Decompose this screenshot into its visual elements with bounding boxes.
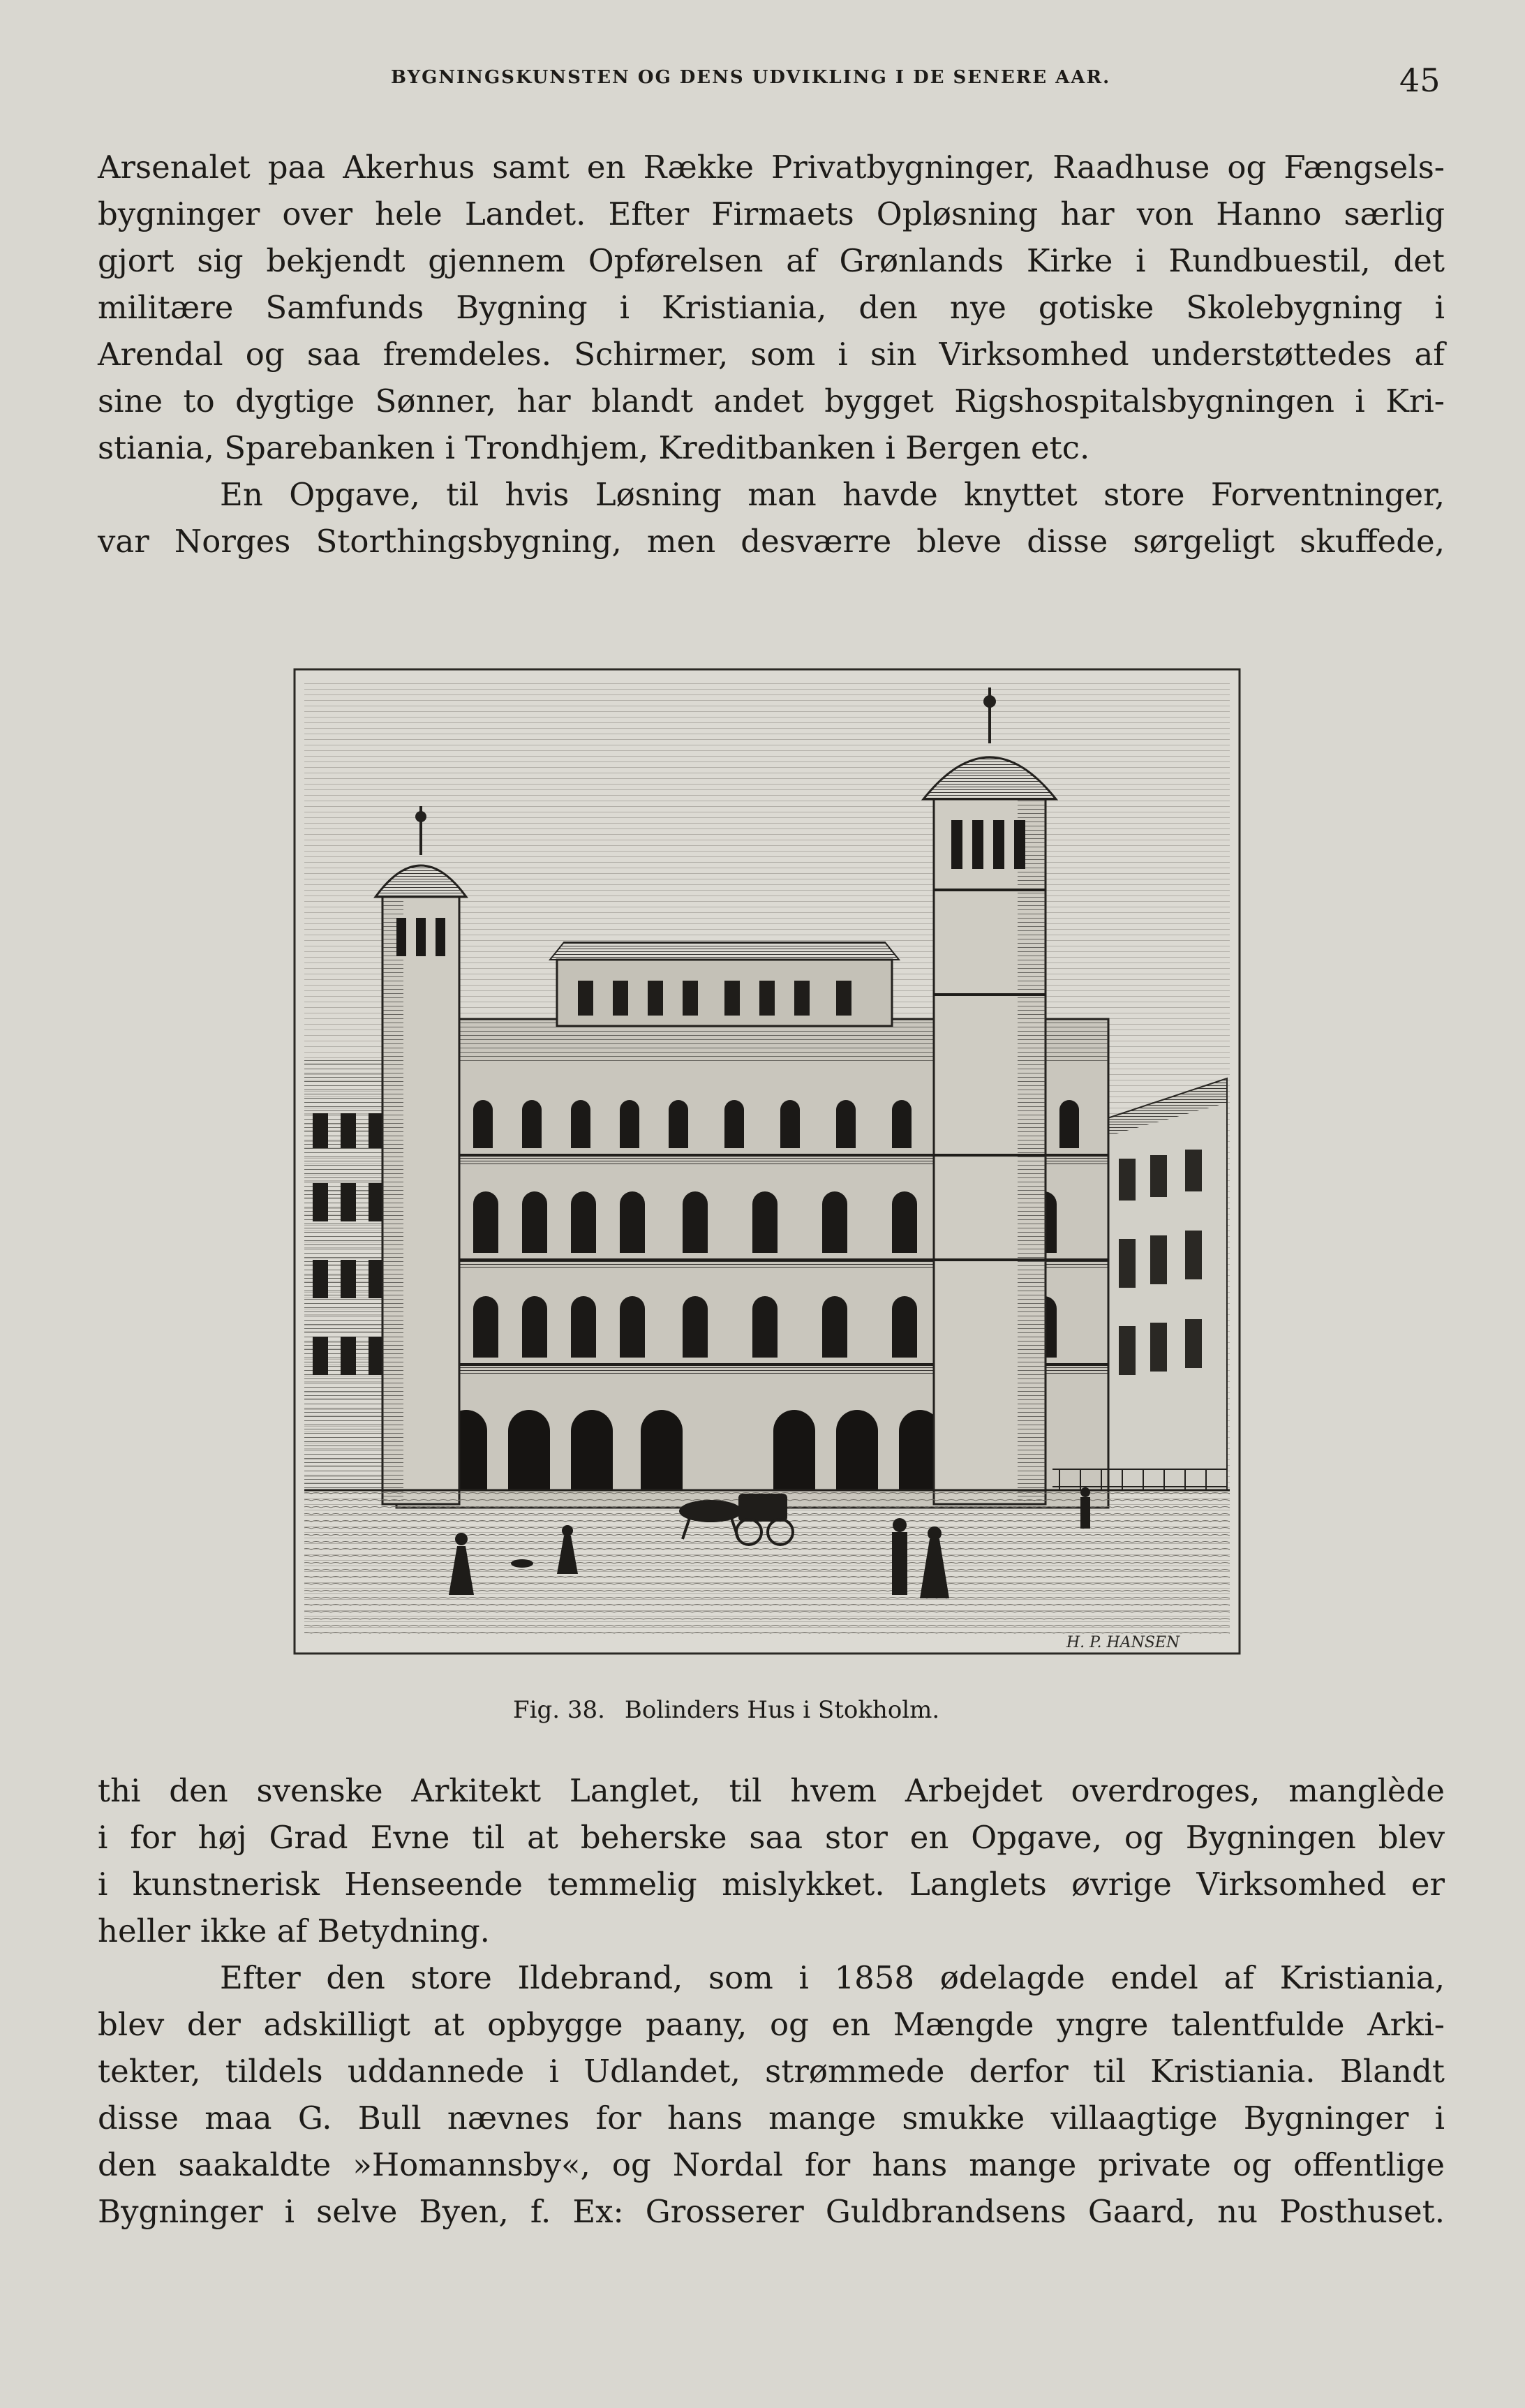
engraving-figure bbox=[292, 667, 1242, 1656]
text-line: disse maa G. Bull nævnes for hans mange smukke villaagtige Bygninger i bbox=[98, 2099, 1445, 2136]
figure-caption bbox=[513, 1696, 939, 1724]
text-line: Bygninger i selve Byen, f. Ex: Grosserer Guldbrandsens Gaard, nu Posthuset. bbox=[98, 2193, 1445, 2230]
text-line: tekter, tildels uddannede i Udlandet, strømmede derfor til Kristiania. Blandt bbox=[98, 2053, 1445, 2090]
text-line: militære Samfunds Bygning i Kristiania, den nye gotiske Skolebygning i bbox=[98, 289, 1445, 326]
text-line: Arendal og saa fremdeles. Schirmer, som i sin Virksomhed understøttedes af bbox=[98, 336, 1445, 373]
text-line: heller ikke af Betydning. bbox=[98, 1912, 490, 1949]
figure-title: Bolinders Hus i Stokholm. bbox=[624, 1696, 940, 1724]
running-header: BYGNINGSKUNSTEN OG DENS UDVIKLING I DE SENERE AAR. bbox=[391, 67, 1111, 88]
page-number: 45 bbox=[1399, 61, 1441, 99]
body-text-bottom bbox=[98, 1767, 1445, 2235]
text-line: gjort sig bekjendt gjennem Opførelsen af Grønlands Kirke i Rundbuestil, det bbox=[98, 242, 1445, 279]
text-line: bygninger over hele Landet. Efter Firmaets Opløsning har von Hanno særlig bbox=[98, 195, 1445, 232]
text-line: thi den svenske Arkitekt Langlet, til hvem Arbejdet overdroges, manglède bbox=[98, 1772, 1445, 1809]
figure-number: Fig. 38. bbox=[513, 1696, 605, 1724]
body-text-top bbox=[98, 144, 1445, 565]
text-line: den saakaldte »Homannsby«, og Nordal for hans mange private og offentlige bbox=[98, 2146, 1445, 2183]
text-line: En Opgave, til hvis Løsning man havde knyttet store Forventninger, bbox=[220, 476, 1445, 513]
text-line: var Norges Storthingsbygning, men desværre bleve disse sørgeligt skuffede, bbox=[98, 523, 1445, 560]
text-line: sine to dygtige Sønner, har blandt andet bygget Rigshospitalsbygningen i Kri- bbox=[98, 382, 1445, 419]
text-line: stiania, Sparebanken i Trondhjem, Kreditbanken i Bergen etc. bbox=[98, 429, 1090, 466]
building-engraving bbox=[292, 667, 1242, 1656]
right-building-windows bbox=[1119, 1150, 1202, 1375]
text-line: blev der adskilligt at opbygge paany, og en Mængde yngre talentfulde Arki- bbox=[98, 2006, 1445, 2043]
text-line: Efter den store Ildebrand, som i 1858 ødelagde endel af Kristiania, bbox=[220, 1959, 1445, 1996]
text-line: i for høj Grad Evne til at beherske saa stor en Opgave, og Bygningen blev bbox=[98, 1819, 1445, 1856]
engraver-signature: H. P. HANSEN bbox=[1066, 1634, 1180, 1651]
text-line: Arsenalet paa Akerhus samt en Række Privatbygninger, Raadhuse og Fængsels- bbox=[98, 149, 1445, 186]
text-line: i kunstnerisk Henseende temmelig mislykket. Langlets øvrige Virksomhed er bbox=[98, 1866, 1445, 1903]
